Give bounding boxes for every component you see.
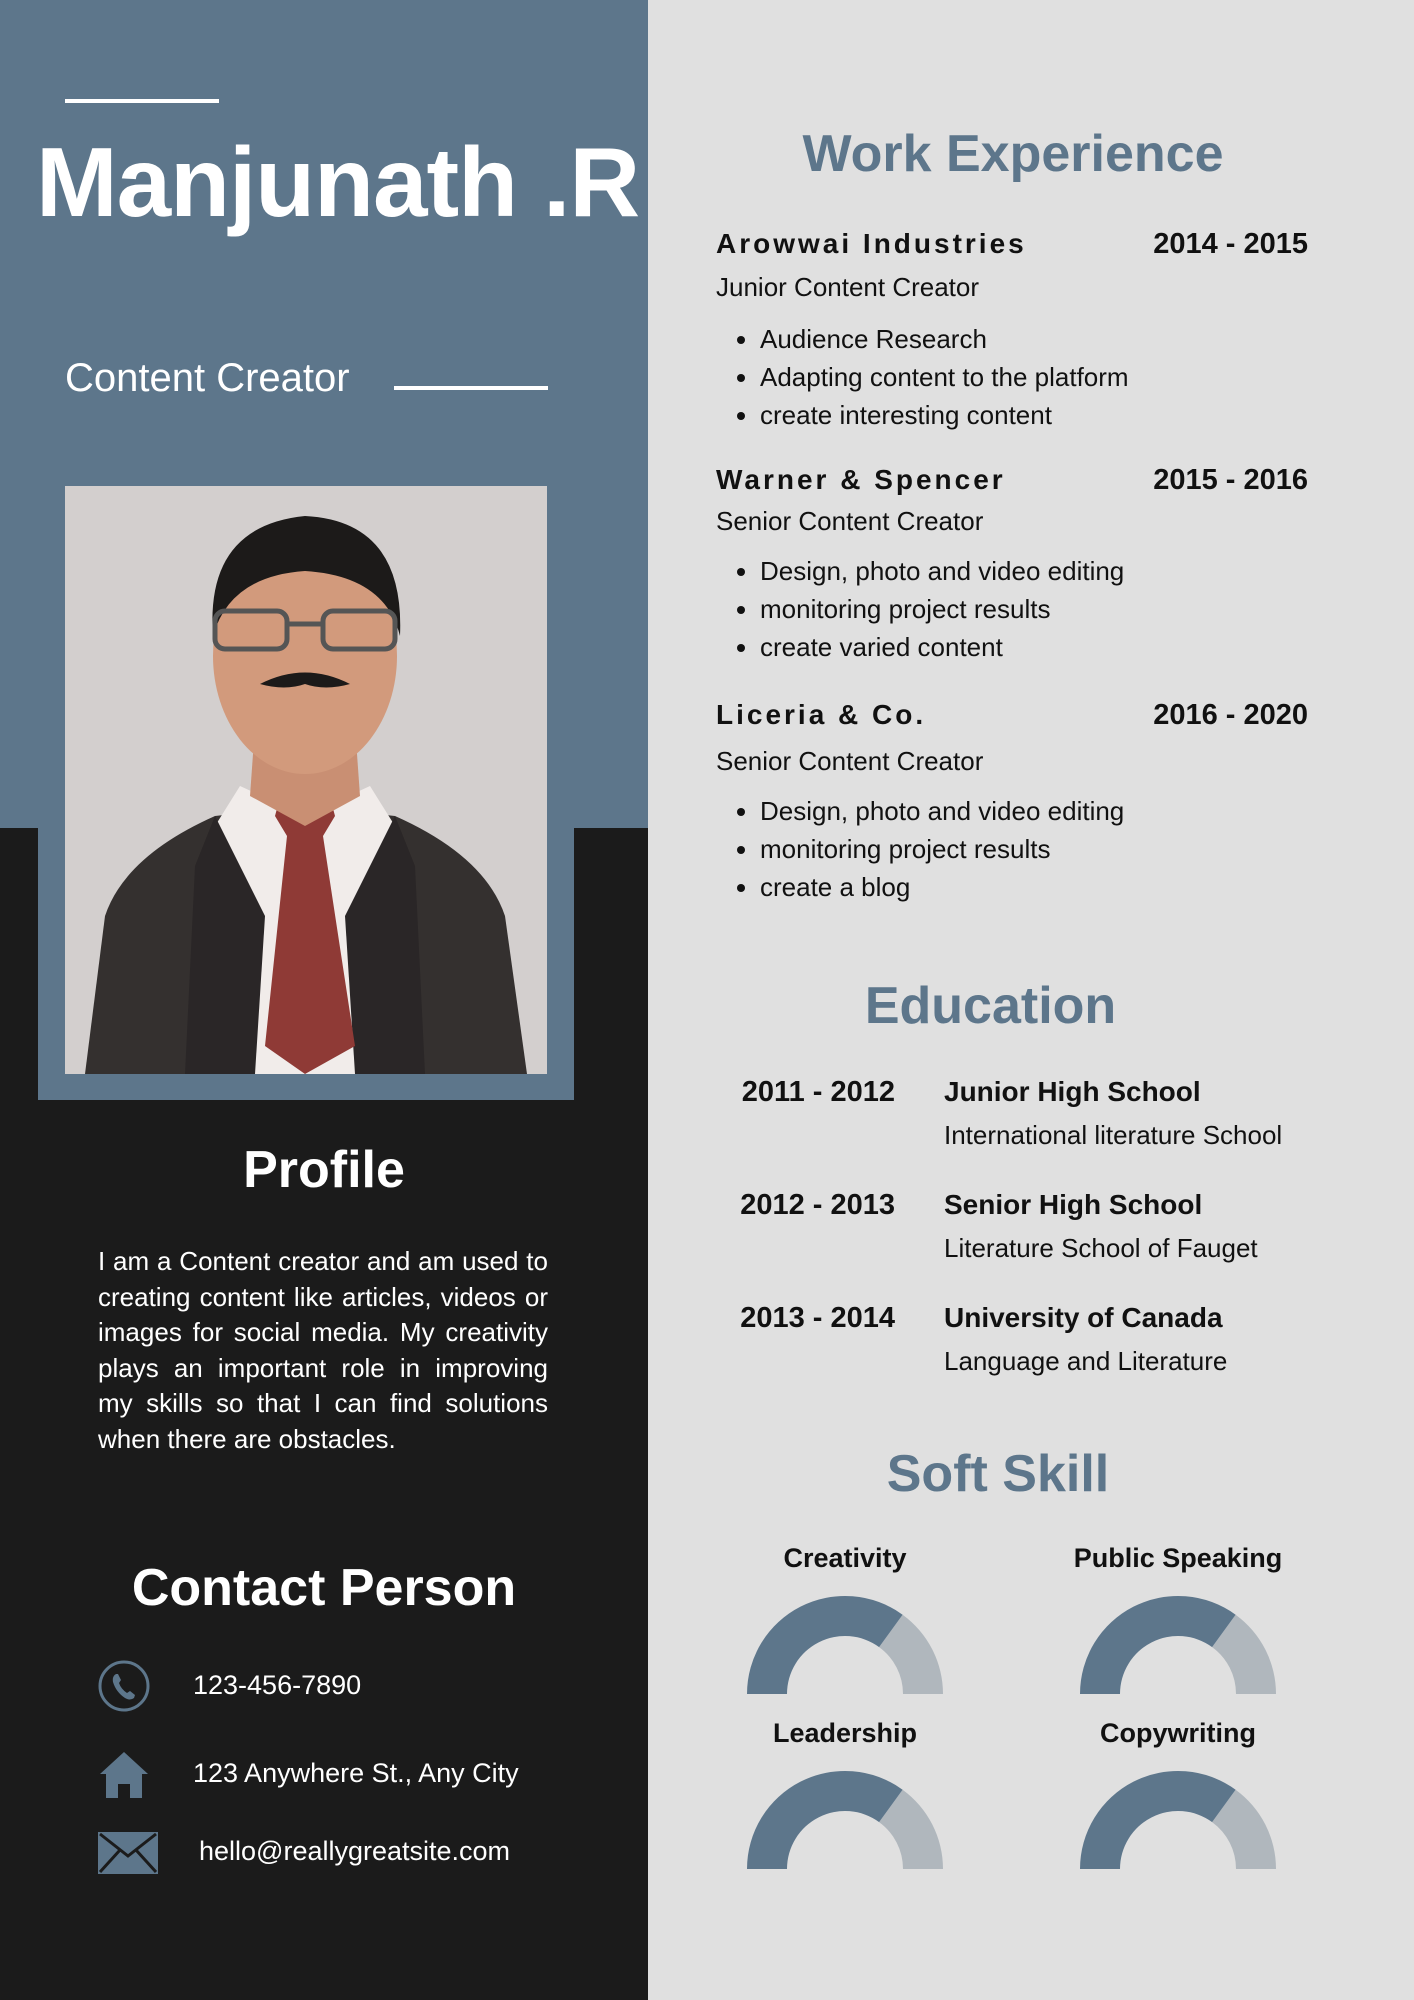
edu-detail: Literature School of Fauget (944, 1233, 1258, 1263)
edu-school: University of Canada (944, 1302, 1223, 1333)
phone-icon (98, 1660, 150, 1712)
duty-item: • Design, photo and video editing (760, 792, 1124, 830)
skill-label: Copywriting (1100, 1718, 1256, 1748)
job-years: 2016 - 2020 (1153, 699, 1308, 731)
job-company: Arowwai Industries (716, 228, 1027, 259)
skill-label: Leadership (772, 1718, 918, 1748)
job-company: Liceria & Co. (716, 699, 927, 730)
edu-years: 2013 - 2014 (740, 1302, 895, 1334)
profile-text: I am a Content creator and am used to creating content like articles, videos or images for social media. My creativity plays an important role in improving my skills so that I can find solutions when there are obstacles. (98, 1246, 548, 1454)
skill-label: Public Speaking (1073, 1543, 1283, 1573)
candidate-role: Content Creator (65, 356, 350, 400)
job-years: 2014 - 2015 (1153, 228, 1308, 260)
gauge-fill (747, 1596, 903, 1694)
job-duties (716, 792, 1124, 906)
duty-item: • monitoring project results (760, 590, 1124, 628)
skill-gauge (745, 1594, 945, 1698)
duty-item: • Design, photo and video editing (760, 552, 1124, 590)
duty-item: • Adapting content to the platform (760, 358, 1129, 396)
duty-item: • create varied content (760, 628, 1124, 666)
job-company: Warner & Spencer (716, 464, 1006, 495)
skill-label: Creativity (783, 1543, 907, 1573)
job-title: Senior Content Creator (716, 506, 984, 536)
job-duties (716, 552, 1124, 666)
profile-title: Profile (243, 1141, 405, 1199)
duty-item: • create interesting content (760, 396, 1129, 434)
edu-detail: Language and Literature (944, 1346, 1228, 1376)
skill-gauge (1078, 1769, 1278, 1873)
job-duties (716, 320, 1129, 434)
mail-icon (98, 1832, 158, 1874)
candidate-name: Manjunath .R (36, 127, 640, 237)
work-title: Work Experience (802, 125, 1224, 183)
job-years: 2015 - 2016 (1153, 464, 1308, 496)
duty-item: • monitoring project results (760, 830, 1124, 868)
edu-detail: International literature School (944, 1120, 1283, 1150)
gauge-fill (1080, 1771, 1236, 1869)
skill-gauge (745, 1769, 945, 1873)
edu-years: 2012 - 2013 (740, 1189, 895, 1221)
edu-school: Senior High School (944, 1189, 1203, 1220)
name-decor-line (65, 99, 219, 103)
contact-title: Contact Person (131, 1559, 517, 1617)
role-decor-line (394, 386, 548, 390)
contact-phone: 123-456-7890 (193, 1670, 362, 1700)
home-icon (98, 1748, 150, 1800)
skills-title: Soft Skill (886, 1445, 1110, 1503)
edu-years: 2011 - 2012 (741, 1076, 895, 1108)
skill-gauge (1078, 1594, 1278, 1698)
gauge-fill (747, 1771, 903, 1869)
job-title: Senior Content Creator (716, 746, 984, 776)
edu-school: Junior High School (944, 1076, 1201, 1107)
gauge-fill (1080, 1596, 1236, 1694)
contact-address: 123 Anywhere St., Any City (193, 1758, 519, 1788)
profile-photo (65, 486, 547, 1074)
contact-email: hello@reallygreatsite.com (199, 1836, 511, 1866)
duty-item: • Audience Research (760, 320, 1129, 358)
education-title: Education (864, 977, 1117, 1035)
duty-item: • create a blog (760, 868, 1124, 906)
job-title: Junior Content Creator (716, 272, 980, 302)
